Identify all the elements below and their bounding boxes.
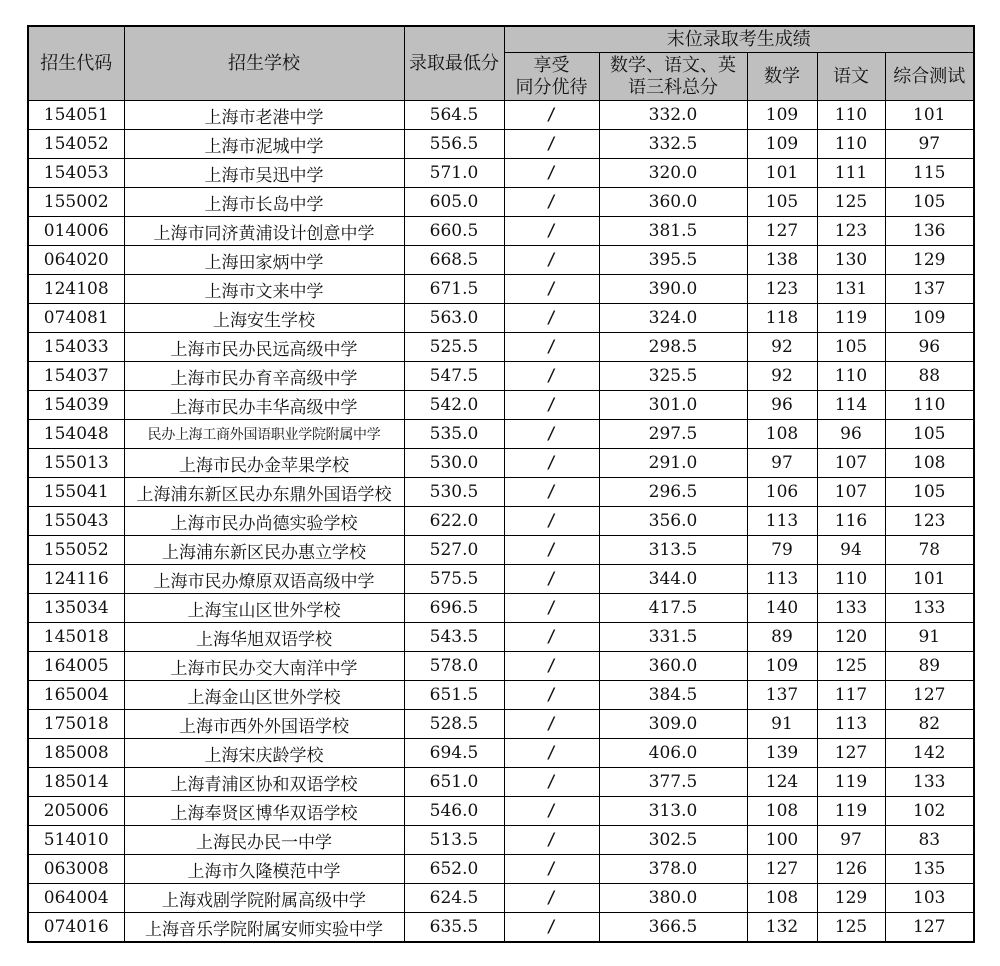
cell-code: 185014 [28,768,124,797]
cell-code: 154037 [28,362,124,391]
cell-code: 014006 [28,217,124,246]
cell-equal-priority: / [504,739,599,768]
cell-code: 074081 [28,304,124,333]
cell-school: 上海田家炳中学 [124,246,404,275]
cell-school: 上海浦东新区民办东鼎外国语学校 [124,478,404,507]
table-row [28,478,974,507]
cell-three-total: 325.5 [599,362,747,391]
cell-equal-priority: / [504,681,599,710]
cell-equal-priority: / [504,362,599,391]
cell-math: 124 [747,768,817,797]
cell-school: 上海戏剧学院附属高级中学 [124,884,404,913]
cell-min-score: 660.5 [404,217,504,246]
cell-code: 124108 [28,275,124,304]
cell-equal-priority: / [504,275,599,304]
cell-three-total: 301.0 [599,391,747,420]
cell-equal-priority: / [504,536,599,565]
header-equal-priority-line2: 同分优待 [515,76,588,98]
cell-min-score: 578.0 [404,652,504,681]
cell-equal-priority: / [504,507,599,536]
cell-three-total: 395.5 [599,246,747,275]
cell-min-score: 530.0 [404,449,504,478]
table-row [28,159,974,188]
header-school: 招生学校 [124,26,404,101]
cell-code: 155043 [28,507,124,536]
header-three-total-line1: 数学、语文、英 [610,54,736,76]
cell-chinese: 125 [817,913,885,943]
header-code: 招生代码 [28,26,124,101]
table-row [28,130,974,159]
cell-code: 154052 [28,130,124,159]
cell-comprehensive: 105 [885,420,974,449]
cell-min-score: 694.5 [404,739,504,768]
cell-math: 109 [747,130,817,159]
cell-min-score: 651.0 [404,768,504,797]
cell-math: 92 [747,362,817,391]
table-row [28,507,974,536]
cell-school: 上海民办民一中学 [124,826,404,855]
table-row [28,391,974,420]
cell-school: 上海市泥城中学 [124,130,404,159]
table-row [28,304,974,333]
cell-equal-priority: / [504,768,599,797]
cell-equal-priority: / [504,188,599,217]
cell-equal-priority: / [504,246,599,275]
cell-three-total: 344.0 [599,565,747,594]
cell-comprehensive: 129 [885,246,974,275]
cell-three-total: 296.5 [599,478,747,507]
cell-equal-priority: / [504,855,599,884]
header-three-subject-total [599,53,747,101]
cell-equal-priority: / [504,449,599,478]
cell-math: 100 [747,826,817,855]
cell-school: 上海市民办金苹果学校 [124,449,404,478]
cell-math: 79 [747,536,817,565]
cell-equal-priority: / [504,333,599,362]
cell-school: 上海市同济黄浦设计创意中学 [124,217,404,246]
cell-chinese: 130 [817,246,885,275]
cell-comprehensive: 105 [885,478,974,507]
cell-code: 165004 [28,681,124,710]
cell-min-score: 535.0 [404,420,504,449]
cell-comprehensive: 96 [885,333,974,362]
cell-math: 109 [747,101,817,130]
cell-chinese: 125 [817,652,885,681]
cell-school: 上海华旭双语学校 [124,623,404,652]
cell-school: 上海市西外外国语学校 [124,710,404,739]
cell-code: 135034 [28,594,124,623]
cell-school: 上海市文来中学 [124,275,404,304]
cell-chinese: 131 [817,275,885,304]
cell-equal-priority: / [504,652,599,681]
cell-code: 205006 [28,797,124,826]
cell-school: 上海宝山区世外学校 [124,594,404,623]
table-row [28,623,974,652]
cell-comprehensive: 136 [885,217,974,246]
cell-school: 上海市长岛中学 [124,188,404,217]
table-row [28,884,974,913]
cell-chinese: 107 [817,478,885,507]
cell-code: 124116 [28,565,124,594]
cell-three-total: 366.5 [599,913,747,943]
cell-equal-priority: / [504,710,599,739]
cell-math: 105 [747,188,817,217]
cell-chinese: 126 [817,855,885,884]
cell-min-score: 571.0 [404,159,504,188]
header-comprehensive: 综合测试 [885,53,974,101]
cell-chinese: 113 [817,710,885,739]
cell-code: 064004 [28,884,124,913]
cell-min-score: 651.5 [404,681,504,710]
cell-code: 155041 [28,478,124,507]
cell-comprehensive: 110 [885,391,974,420]
cell-three-total: 381.5 [599,217,747,246]
cell-min-score: 547.5 [404,362,504,391]
cell-code: 074016 [28,913,124,943]
cell-min-score: 605.0 [404,188,504,217]
cell-comprehensive: 127 [885,913,974,943]
table-row [28,217,974,246]
cell-min-score: 668.5 [404,246,504,275]
cell-school: 上海青浦区协和双语学校 [124,768,404,797]
cell-school: 上海市民办交大南洋中学 [124,652,404,681]
cell-math: 139 [747,739,817,768]
cell-school: 上海市民办燎原双语高级中学 [124,565,404,594]
cell-three-total: 313.5 [599,536,747,565]
cell-comprehensive: 127 [885,681,974,710]
cell-school: 上海市久隆模范中学 [124,855,404,884]
cell-chinese: 119 [817,768,885,797]
cell-code: 064020 [28,246,124,275]
table-row [28,188,974,217]
cell-chinese: 107 [817,449,885,478]
cell-equal-priority: / [504,884,599,913]
cell-comprehensive: 123 [885,507,974,536]
cell-three-total: 380.0 [599,884,747,913]
cell-three-total: 332.0 [599,101,747,130]
cell-min-score: 622.0 [404,507,504,536]
table-row [28,565,974,594]
table-row [28,739,974,768]
cell-chinese: 117 [817,681,885,710]
cell-min-score: 527.0 [404,536,504,565]
cell-min-score: 635.5 [404,913,504,943]
cell-school: 上海浦东新区民办惠立学校 [124,536,404,565]
cell-three-total: 406.0 [599,739,747,768]
cell-comprehensive: 82 [885,710,974,739]
cell-code: 155013 [28,449,124,478]
cell-comprehensive: 109 [885,304,974,333]
table-row [28,536,974,565]
cell-math: 123 [747,275,817,304]
cell-equal-priority: / [504,130,599,159]
cell-equal-priority: / [504,594,599,623]
cell-three-total: 332.5 [599,130,747,159]
cell-code: 514010 [28,826,124,855]
cell-min-score: 564.5 [404,101,504,130]
cell-chinese: 120 [817,623,885,652]
cell-three-total: 324.0 [599,304,747,333]
cell-chinese: 111 [817,159,885,188]
cell-min-score: 624.5 [404,884,504,913]
cell-chinese: 110 [817,101,885,130]
cell-math: 127 [747,217,817,246]
cell-three-total: 360.0 [599,188,747,217]
cell-math: 113 [747,565,817,594]
cell-comprehensive: 108 [885,449,974,478]
cell-code: 154051 [28,101,124,130]
cell-three-total: 309.0 [599,710,747,739]
table-body [28,101,974,943]
cell-equal-priority: / [504,797,599,826]
cell-code: 164005 [28,652,124,681]
cell-chinese: 123 [817,217,885,246]
cell-comprehensive: 83 [885,826,974,855]
cell-comprehensive: 88 [885,362,974,391]
cell-math: 106 [747,478,817,507]
cell-code: 185008 [28,739,124,768]
cell-chinese: 127 [817,739,885,768]
cell-three-total: 313.0 [599,797,747,826]
cell-comprehensive: 142 [885,739,974,768]
header-equal-priority [504,53,599,101]
table-row [28,855,974,884]
cell-comprehensive: 101 [885,101,974,130]
cell-code: 154033 [28,333,124,362]
cell-school: 上海音乐学院附属安师实验中学 [124,913,404,943]
cell-three-total: 298.5 [599,333,747,362]
cell-school: 上海宋庆龄学校 [124,739,404,768]
cell-chinese: 105 [817,333,885,362]
cell-school: 上海市民办尚德实验学校 [124,507,404,536]
cell-school: 上海金山区世外学校 [124,681,404,710]
cell-equal-priority: / [504,304,599,333]
table-row [28,101,974,130]
header-three-total-line2: 语三科总分 [628,76,718,98]
cell-comprehensive: 137 [885,275,974,304]
cell-math: 137 [747,681,817,710]
cell-three-total: 356.0 [599,507,747,536]
table-header [28,26,974,101]
cell-chinese: 110 [817,565,885,594]
cell-math: 91 [747,710,817,739]
cell-code: 154053 [28,159,124,188]
cell-math: 97 [747,449,817,478]
cell-math: 138 [747,246,817,275]
cell-code: 145018 [28,623,124,652]
admission-table-container [27,25,975,943]
header-last-admitted-scores: 末位录取考生成绩 [504,26,974,53]
cell-school: 上海安生学校 [124,304,404,333]
cell-school: 上海市吴迅中学 [124,159,404,188]
cell-chinese: 110 [817,130,885,159]
cell-school: 上海奉贤区博华双语学校 [124,797,404,826]
cell-three-total: 417.5 [599,594,747,623]
cell-equal-priority: / [504,391,599,420]
cell-equal-priority: / [504,217,599,246]
table-row [28,275,974,304]
cell-school: 上海市老港中学 [124,101,404,130]
cell-three-total: 360.0 [599,652,747,681]
cell-min-score: 546.0 [404,797,504,826]
cell-equal-priority: / [504,478,599,507]
cell-comprehensive: 97 [885,130,974,159]
cell-code: 154048 [28,420,124,449]
cell-math: 113 [747,507,817,536]
cell-math: 108 [747,797,817,826]
cell-chinese: 129 [817,884,885,913]
cell-comprehensive: 103 [885,884,974,913]
cell-chinese: 116 [817,507,885,536]
cell-comprehensive: 135 [885,855,974,884]
table-row [28,449,974,478]
cell-chinese: 96 [817,420,885,449]
cell-code: 175018 [28,710,124,739]
cell-math: 118 [747,304,817,333]
cell-equal-priority: / [504,101,599,130]
cell-min-score: 575.5 [404,565,504,594]
cell-comprehensive: 102 [885,797,974,826]
cell-code: 155052 [28,536,124,565]
table-row [28,652,974,681]
cell-equal-priority: / [504,420,599,449]
cell-comprehensive: 89 [885,652,974,681]
cell-min-score: 528.5 [404,710,504,739]
cell-min-score: 563.0 [404,304,504,333]
cell-code: 063008 [28,855,124,884]
cell-math: 92 [747,333,817,362]
cell-math: 108 [747,420,817,449]
cell-school: 上海市民办丰华高级中学 [124,391,404,420]
cell-equal-priority: / [504,623,599,652]
cell-comprehensive: 133 [885,768,974,797]
cell-math: 108 [747,884,817,913]
cell-min-score: 542.0 [404,391,504,420]
cell-three-total: 297.5 [599,420,747,449]
table-row [28,362,974,391]
cell-math: 101 [747,159,817,188]
cell-three-total: 302.5 [599,826,747,855]
cell-school: 民办上海工商外国语职业学院附属中学 [124,420,404,449]
cell-min-score: 513.5 [404,826,504,855]
cell-comprehensive: 105 [885,188,974,217]
cell-three-total: 378.0 [599,855,747,884]
cell-chinese: 110 [817,362,885,391]
cell-comprehensive: 101 [885,565,974,594]
cell-school: 上海市民办育辛高级中学 [124,362,404,391]
cell-math: 109 [747,652,817,681]
cell-math: 96 [747,391,817,420]
cell-comprehensive: 78 [885,536,974,565]
cell-three-total: 390.0 [599,275,747,304]
header-equal-priority-line1: 享受 [533,54,570,76]
cell-min-score: 652.0 [404,855,504,884]
cell-min-score: 696.5 [404,594,504,623]
cell-three-total: 377.5 [599,768,747,797]
cell-three-total: 320.0 [599,159,747,188]
cell-min-score: 543.5 [404,623,504,652]
table-row [28,710,974,739]
cell-equal-priority: / [504,565,599,594]
cell-code: 154039 [28,391,124,420]
admission-score-table [27,25,975,943]
cell-chinese: 133 [817,594,885,623]
cell-math: 132 [747,913,817,943]
table-row [28,594,974,623]
cell-three-total: 384.5 [599,681,747,710]
cell-min-score: 671.5 [404,275,504,304]
table-row [28,797,974,826]
cell-min-score: 525.5 [404,333,504,362]
cell-three-total: 331.5 [599,623,747,652]
cell-chinese: 94 [817,536,885,565]
cell-equal-priority: / [504,159,599,188]
cell-comprehensive: 133 [885,594,974,623]
table-row [28,913,974,943]
cell-math: 140 [747,594,817,623]
cell-comprehensive: 115 [885,159,974,188]
cell-equal-priority: / [504,826,599,855]
table-row [28,420,974,449]
cell-school: 上海市民办民远高级中学 [124,333,404,362]
cell-math: 89 [747,623,817,652]
cell-chinese: 97 [817,826,885,855]
cell-min-score: 530.5 [404,478,504,507]
cell-min-score: 556.5 [404,130,504,159]
table-row [28,768,974,797]
table-row [28,826,974,855]
header-math: 数学 [747,53,817,101]
table-row [28,681,974,710]
cell-comprehensive: 91 [885,623,974,652]
cell-three-total: 291.0 [599,449,747,478]
header-chinese: 语文 [817,53,885,101]
table-row [28,246,974,275]
header-min-score: 录取最低分 [404,26,504,101]
cell-chinese: 125 [817,188,885,217]
cell-math: 127 [747,855,817,884]
cell-chinese: 119 [817,797,885,826]
cell-chinese: 119 [817,304,885,333]
table-row [28,333,974,362]
cell-code: 155002 [28,188,124,217]
cell-equal-priority: / [504,913,599,943]
cell-chinese: 114 [817,391,885,420]
